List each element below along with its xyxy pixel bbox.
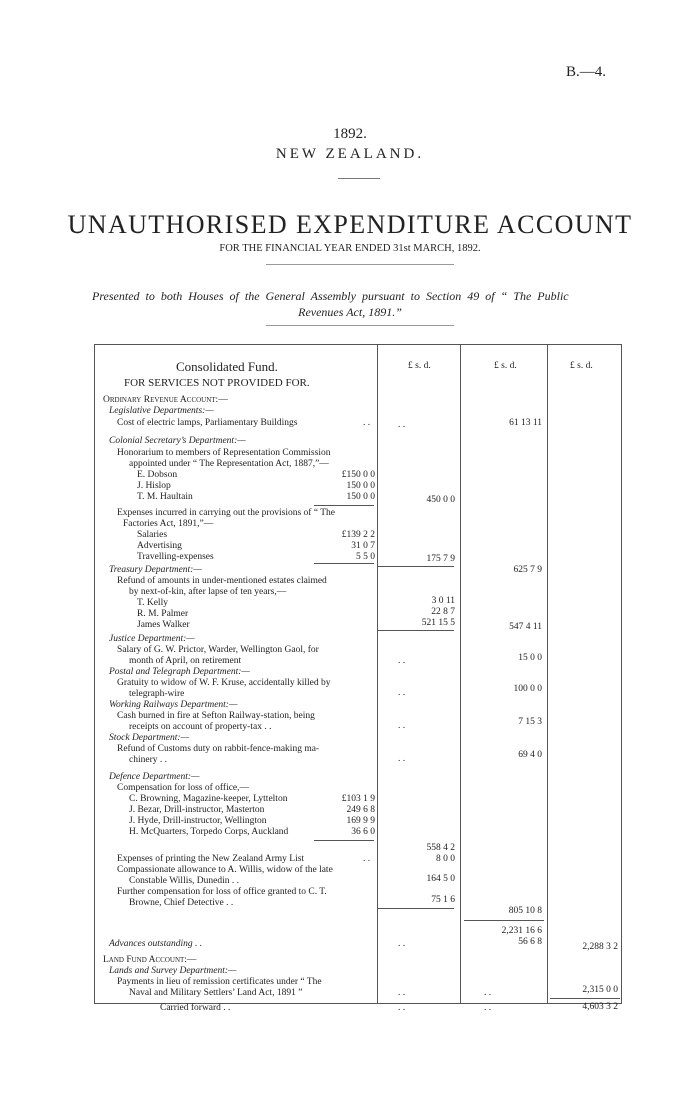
treasury-total: 547 4 11	[509, 622, 542, 632]
willis-line-2: Constable Willis, Dunedin . .	[129, 876, 240, 886]
leader-dots: . .	[398, 688, 406, 698]
honorarium-line-2: appointed under “ The Representation Act, 1887,”—	[129, 459, 329, 469]
leader-dots: . .	[398, 988, 406, 998]
leader-dots: . .	[398, 754, 406, 764]
railways-label: Working Railways Department:—	[109, 700, 238, 710]
refund-line-1: Refund of amounts in under-mentioned estates claimed	[117, 576, 327, 586]
carried-total: 4,603 3 2	[582, 1002, 618, 1012]
browne-line-2: Browne, Chief Detective . .	[129, 898, 234, 908]
page-reference: B.—4.	[566, 64, 607, 80]
defence-item: C. Browning, Magazine-keeper, Lyttelton	[129, 794, 288, 804]
defence-amount: 249 6 8	[346, 805, 375, 815]
stock-total: 69 4 0	[518, 750, 542, 760]
estate-name: T. Kelly	[137, 598, 168, 608]
lands-dept-label: Lands and Survey Department:—	[109, 966, 237, 976]
compensation-label: Compensation for loss of office,—	[117, 783, 250, 793]
estate-amount: 521 15 5	[421, 618, 455, 628]
willis-total: 164 5 0	[426, 874, 455, 884]
estate-amount: 22 8 7	[431, 607, 455, 617]
leader-dots: . .	[398, 721, 406, 731]
refund-line-2: by next-of-kin, after lapse of ten years,—	[129, 587, 287, 597]
presented-line-2: Revenues Act, 1891.”	[298, 305, 402, 319]
justice-total: 15 0 0	[518, 653, 542, 663]
member-name: E. Dobson	[137, 470, 178, 480]
factories-line-2: Factories Act, 1891,”—	[123, 519, 214, 529]
postal-line-1: Gratuity to widow of W. F. Kruse, accidentally killed by	[117, 678, 331, 688]
advances-total: 56 6 8	[518, 937, 542, 947]
member-name: T. M. Haultain	[137, 492, 193, 502]
leader-dots: . .	[484, 988, 492, 998]
printing-total: 8 0 0	[436, 854, 455, 864]
browne-total: 75 1 6	[431, 895, 455, 905]
justice-label: Justice Department:—	[109, 634, 195, 644]
colonial-label: Colonial Secretary’s Department:—	[109, 436, 246, 446]
stock-line-1: Refund of Customs duty on rabbit-fence-making ma-	[117, 744, 320, 754]
member-amount: 150 0 0	[346, 481, 375, 491]
factories-item: Advertising	[137, 541, 182, 551]
stock-line-2: chinery . .	[129, 755, 167, 765]
electric-lamps-row: Cost of electric lamps, Parliamentary Buildings	[117, 418, 298, 428]
estate-name: James Walker	[137, 620, 190, 630]
legislative-label: Legislative Departments:—	[109, 406, 214, 416]
factories-line-1: Expenses incurred in carrying out the provisions of “ The	[117, 508, 336, 518]
factories-amount: 5 5 0	[356, 552, 375, 562]
estate-name: R. M. Palmer	[137, 609, 189, 619]
members-total: 450 0 0	[426, 495, 455, 505]
factories-item: Salaries	[137, 530, 168, 540]
colonial-total: 625 7 9	[513, 565, 542, 575]
defence-item: J. Hyde, Drill-instructor, Wellington	[129, 816, 267, 826]
railways-line-1: Cash burned in fire at Sefton Railway-station, being	[117, 711, 315, 721]
col-header-1: £ s. d.	[408, 361, 431, 371]
justice-line-2: month of April, on retirement	[129, 656, 242, 666]
member-name: J. Hislop	[137, 481, 171, 491]
land-fund-label: Land Fund Account:—	[103, 955, 197, 965]
year: 1892.	[333, 126, 367, 142]
land-total: 2,315 0 0	[582, 985, 618, 995]
land-line-2: Naval and Military Settlers’ Land Act, 1891 ”	[129, 988, 303, 998]
postal-label: Postal and Telegraph Department:—	[109, 667, 250, 677]
ordinary-revenue-label: Ordinary Revenue Account:—	[103, 395, 228, 405]
advances-label: Advances outstanding . .	[109, 939, 203, 949]
member-amount: 150 0 0	[346, 492, 375, 502]
ordinary-total: 2,288 3 2	[582, 942, 618, 952]
leader-dots: . .	[398, 939, 406, 949]
justice-line-1: Salary of G. W. Prictor, Warder, Wellington Gaol, for	[117, 645, 319, 655]
leader-dots: . .	[398, 656, 406, 666]
presented-line-1: Presented to both Houses of the General Assembly pursuant to Section 49 of “ The Public	[92, 289, 569, 303]
leader-dots: . .	[398, 1003, 406, 1013]
table-heading: Consolidated Fund.	[176, 359, 278, 374]
subtitle-rule	[266, 264, 454, 265]
railways-line-2: receipts on account of property-tax . .	[129, 722, 272, 732]
col-header-2: £ s. d.	[494, 361, 517, 371]
col-header-3: £ s. d.	[570, 361, 593, 371]
treasury-label: Treasury Department:—	[109, 565, 202, 575]
electric-total: 61 13 11	[509, 418, 542, 428]
title-rule	[338, 178, 380, 179]
defence-total: 805 10 8	[508, 906, 542, 916]
honorarium-line-1: Honorarium to members of Representation Commission	[117, 448, 331, 458]
factories-total: 175 7 9	[426, 554, 455, 564]
defence-item: H. McQuarters, Torpedo Corps, Auckland	[129, 827, 289, 837]
browne-line-1: Further compensation for loss of office granted to C. T.	[117, 887, 327, 897]
page-subtitle: FOR THE FINANCIAL YEAR ENDED 31st MARCH, 1892.	[219, 243, 481, 254]
leader-dots: . .	[484, 1003, 492, 1013]
defence-comp-total: 558 4 2	[426, 843, 455, 853]
factories-amount: £139 2 2	[341, 530, 375, 540]
willis-line-1: Compassionate allowance to A. Willis, widow of the late	[117, 865, 333, 875]
leader-dots: . .	[398, 420, 406, 430]
carried-forward-label: Carried forward . .	[160, 1003, 231, 1013]
estate-amount: 3 0 11	[431, 596, 455, 606]
leader-dots: . .	[363, 854, 371, 864]
subtotal: 2,231 16 6	[501, 926, 542, 936]
presented-rule	[266, 325, 454, 326]
defence-item: J. Bezar, Drill-instructor, Masterton	[129, 805, 265, 815]
country: NEW ZEALAND.	[275, 146, 425, 162]
factories-amount: 31 0 7	[351, 541, 375, 551]
postal-total: 100 0 0	[513, 684, 542, 694]
railways-total: 7 15 3	[518, 717, 542, 727]
member-amount: £150 0 0	[341, 470, 375, 480]
defence-label: Defence Department:—	[109, 772, 200, 782]
defence-amount: £103 1 9	[341, 794, 375, 804]
defence-amount: 169 9 9	[346, 816, 375, 826]
services-subheading: FOR SERVICES NOT PROVIDED FOR.	[124, 377, 310, 389]
postal-line-2: telegraph-wire	[129, 689, 185, 699]
factories-item: Travelling-expenses	[137, 552, 214, 562]
defence-amount: 36 6 0	[351, 827, 375, 837]
page-title: UNAUTHORISED EXPENDITURE ACCOUNT	[67, 210, 633, 239]
land-line-1: Payments in lieu of remission certificates under “ The	[117, 977, 322, 987]
printing-row: Expenses of printing the New Zealand Army List	[117, 854, 305, 864]
leader-dots: . .	[363, 418, 371, 428]
stock-label: Stock Department:—	[109, 733, 189, 743]
